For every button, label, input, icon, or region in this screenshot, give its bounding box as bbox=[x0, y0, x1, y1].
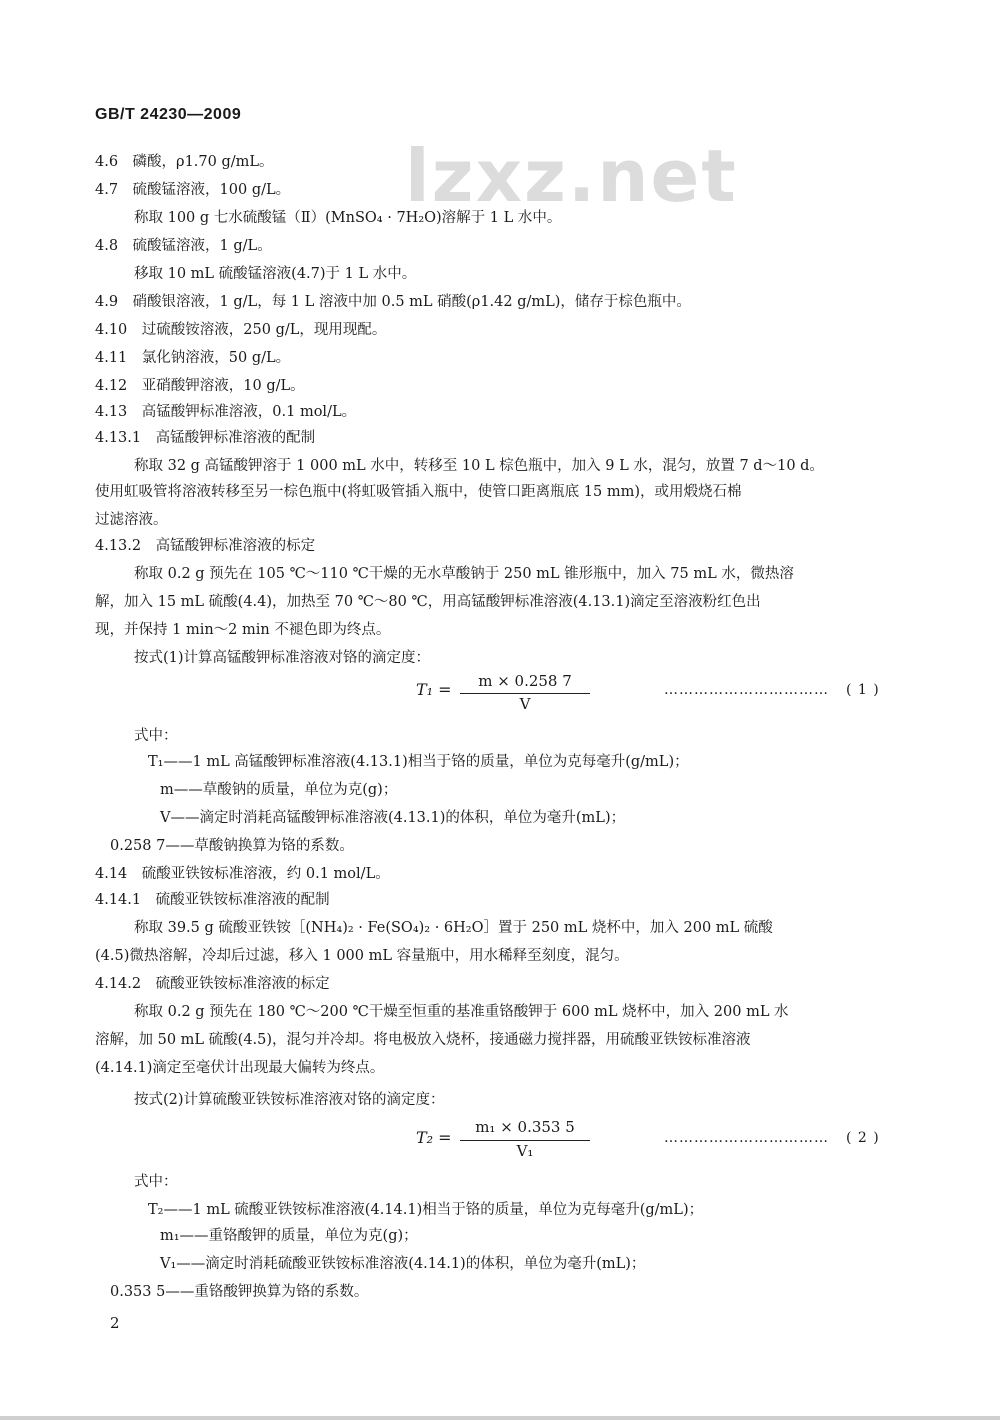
paragraph: (4.14.1)滴定至毫伏计出现最大偏转为终点。 bbox=[95, 1060, 385, 1076]
paragraph: 溶解，加 50 mL 硫酸(4.5)，混匀并冷却。将电极放入烧杯，接通磁力搅拌器，用硫酸亚铁铵标准溶液 bbox=[95, 1032, 751, 1048]
clause-4-13: 4.13 高锰酸钾标准溶液，0.1 mol/L。 bbox=[95, 404, 357, 420]
paragraph: 使用虹吸管将溶液转移至另一棕色瓶中(将虹吸管插入瓶中，使管口距离瓶底 15 mm)，或用煅烧石棉 bbox=[95, 484, 742, 500]
clause-4-14-2: 4.14.2 硫酸亚铁铵标准溶液的标定 bbox=[95, 976, 330, 992]
paragraph: 称取 100 g 七水硫酸锰（Ⅱ）(MnSO₄ · 7H₂O)溶解于 1 L 水中。 bbox=[134, 210, 562, 226]
clause-4-10: 4.10 过硫酸铵溶液，250 g/L，现用现配。 bbox=[95, 322, 387, 338]
paragraph: 移取 10 mL 硫酸锰溶液(4.7)于 1 L 水中。 bbox=[134, 266, 417, 282]
paragraph: 称取 32 g 高锰酸钾溶于 1 000 mL 水中，转移至 10 L 棕色瓶中，加入 9 L 水，混匀，放置 7 d～10 d。 bbox=[134, 458, 824, 474]
paragraph: 现，并保持 1 min～2 min 不褪色即为终点。 bbox=[95, 622, 391, 638]
where-label: 式中： bbox=[134, 1174, 178, 1190]
clause-4-11: 4.11 氯化钠溶液，50 g/L。 bbox=[95, 350, 291, 366]
clause-4-12: 4.12 亚硝酸钾溶液，10 g/L。 bbox=[95, 378, 305, 394]
formula-1-label: ( 1 ) bbox=[846, 682, 880, 698]
clause-4-8: 4.8 硫酸锰溶液，1 g/L。 bbox=[95, 238, 272, 254]
clause-4-6: 4.6 磷酸，ρ1.70 g/mL。 bbox=[95, 154, 274, 170]
paragraph: 称取 0.2 g 预先在 105 ℃～110 ℃干燥的无水草酸钠于 250 mL 锥形瓶中，加入 75 mL 水，微热溶 bbox=[134, 566, 794, 582]
formula-1-lhs: T₁ = bbox=[416, 680, 452, 699]
page-bottom-edge bbox=[0, 1416, 1000, 1420]
formula-2-denominator: V₁ bbox=[516, 1142, 534, 1160]
symbol-definition: V₁——滴定时消耗硫酸亚铁铵标准溶液(4.14.1)的体积，单位为毫升(mL)； bbox=[160, 1256, 646, 1272]
paragraph: 过滤溶液。 bbox=[95, 512, 168, 528]
symbol-definition: T₁——1 mL 高锰酸钾标准溶液(4.13.1)相当于铬的质量，单位为克每毫升(g/mL)； bbox=[148, 754, 689, 770]
paragraph: 按式(1)计算高锰酸钾标准溶液对铬的滴定度： bbox=[134, 650, 431, 666]
formula-2-label: ( 2 ) bbox=[846, 1130, 880, 1146]
symbol-definition: m₁——重铬酸钾的质量，单位为克(g)； bbox=[160, 1228, 418, 1244]
paragraph: 按式(2)计算硫酸亚铁铵标准溶液对铬的滴定度： bbox=[134, 1092, 445, 1108]
formula-1-leader-dots: …………………………… bbox=[664, 682, 829, 698]
formula-2-numerator: m₁ × 0.353 5 bbox=[475, 1118, 575, 1136]
paragraph: (4.5)微热溶解，冷却后过滤，移入 1 000 mL 容量瓶中，用水稀释至刻度，混匀。 bbox=[95, 948, 629, 964]
paragraph: 称取 39.5 g 硫酸亚铁铵［(NH₄)₂ · Fe(SO₄)₂ · 6H₂O］置于 250 mL 烧杯中，加入 200 mL 硫酸 bbox=[134, 920, 773, 936]
formula-2-leader-dots: …………………………… bbox=[664, 1130, 829, 1146]
formula-2-lhs: T₂ = bbox=[416, 1128, 452, 1147]
standard-number: GB/T 24230—2009 bbox=[95, 106, 242, 123]
watermark: lzxz.net bbox=[405, 134, 738, 218]
symbol-definition: T₂——1 mL 硫酸亚铁铵标准溶液(4.14.1)相当于铬的质量，单位为克每毫升(g/mL)； bbox=[148, 1202, 704, 1218]
clause-4-13-1: 4.13.1 高锰酸钾标准溶液的配制 bbox=[95, 430, 316, 446]
where-label: 式中： bbox=[134, 728, 178, 744]
formula-2-fraction-bar bbox=[460, 1140, 590, 1141]
clause-4-13-2: 4.13.2 高锰酸钾标准溶液的标定 bbox=[95, 538, 316, 554]
symbol-definition: m——草酸钠的质量，单位为克(g)； bbox=[160, 782, 398, 798]
clause-4-14-1: 4.14.1 硫酸亚铁铵标准溶液的配制 bbox=[95, 892, 330, 908]
symbol-definition: 0.258 7——草酸钠换算为铬的系数。 bbox=[110, 838, 354, 854]
page-number: 2 bbox=[110, 1314, 120, 1332]
symbol-definition: V——滴定时消耗高锰酸钾标准溶液(4.13.1)的体积，单位为毫升(mL)； bbox=[160, 810, 626, 826]
paragraph: 解，加入 15 mL 硫酸(4.4)，加热至 70 ℃～80 ℃，用高锰酸钾标准溶液(4.13.1)滴定至溶液粉红色出 bbox=[95, 594, 761, 610]
formula-1-denominator: V bbox=[519, 695, 531, 713]
clause-4-9: 4.9 硝酸银溶液，1 g/L，每 1 L 溶液中加 0.5 mL 硝酸(ρ1.42 g/mL)，储存于棕色瓶中。 bbox=[95, 294, 691, 310]
formula-1-numerator: m × 0.258 7 bbox=[478, 672, 572, 690]
symbol-definition: 0.353 5——重铬酸钾换算为铬的系数。 bbox=[110, 1284, 369, 1300]
formula-1-fraction-bar bbox=[460, 693, 590, 694]
paragraph: 称取 0.2 g 预先在 180 ℃～200 ℃干燥至恒重的基准重铬酸钾于 600 mL 烧杯中，加入 200 mL 水 bbox=[134, 1004, 789, 1020]
clause-4-7: 4.7 硫酸锰溶液，100 g/L。 bbox=[95, 182, 291, 198]
clause-4-14: 4.14 硫酸亚铁铵标准溶液，约 0.1 mol/L。 bbox=[95, 866, 390, 882]
